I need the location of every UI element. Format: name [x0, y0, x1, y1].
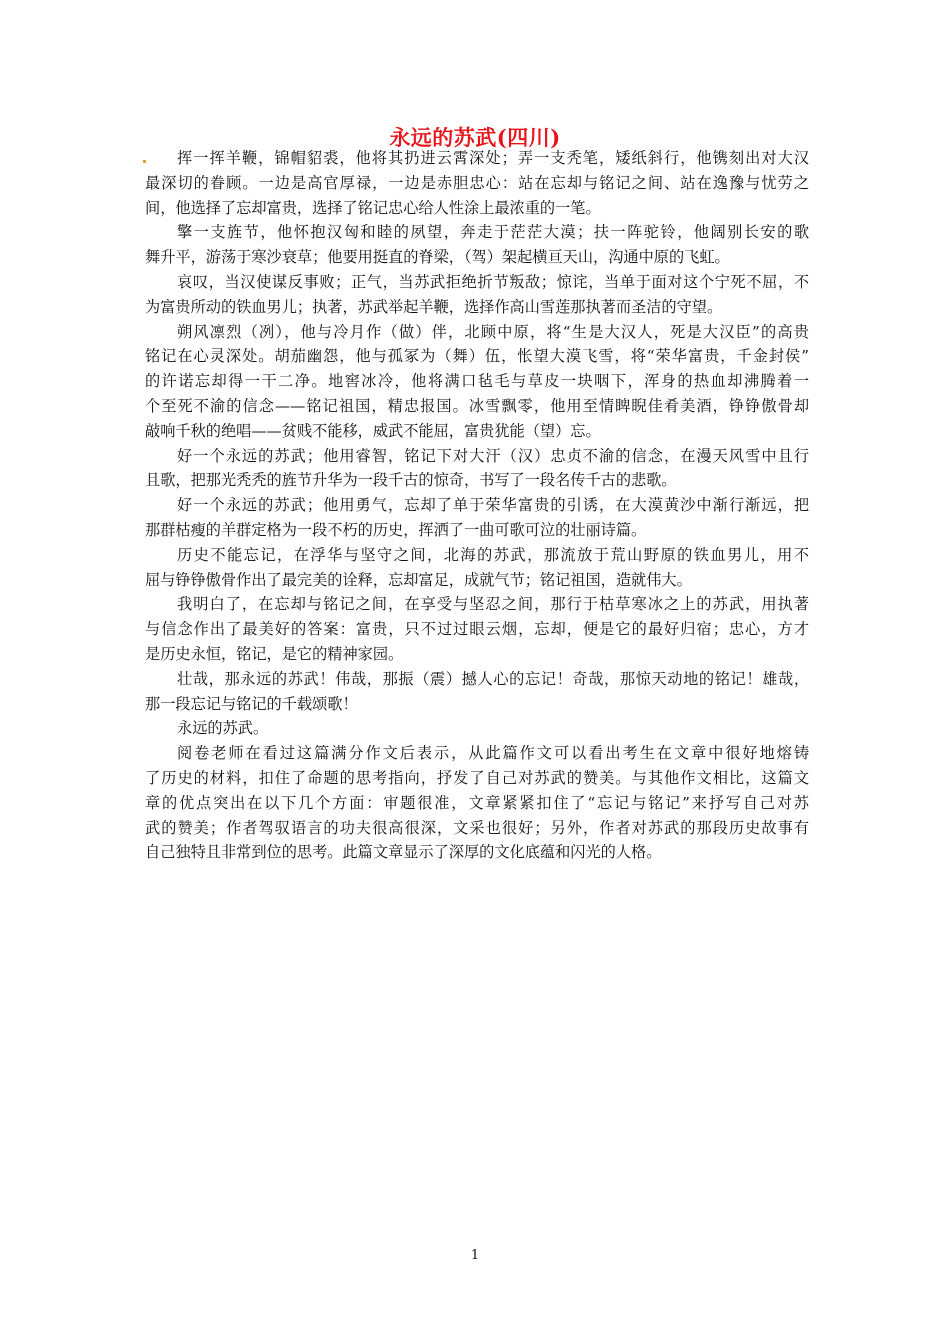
paragraph — [145, 220, 809, 270]
text-line: 最深切的眷顾。一边是高官厚禄，一边是赤胆忠心：站在忘却与铭记之间、站在逸豫与忧劳之 — [145, 173, 809, 192]
paragraph — [145, 270, 809, 320]
text-line: 且歌，把那光秃秃的旌节升华为一段千古的惊奇，书写了一段名传千古的悲歌。 — [145, 471, 677, 490]
text-line: 是历史永恒，铭记，是它的精神家园。 — [145, 644, 404, 663]
paragraph — [145, 146, 809, 220]
text-line: 阅卷老师在看过这篇满分作文后表示，从此篇作文可以看出考生在文章中很好地熔铸 — [177, 744, 809, 763]
paragraph — [145, 741, 809, 865]
paragraph — [145, 444, 809, 494]
paragraph — [145, 493, 809, 543]
text-line: 我明白了，在忘却与铭记之间，在享受与坚忍之间，那行于枯草寒冰之上的苏武，用执著 — [177, 595, 809, 614]
text-line: 那一段忘记与铭记的千载颂歌！ — [145, 694, 358, 713]
text-line: 好一个永远的苏武；他用睿智，铭记下对大汗（汉）忠贞不渝的信念，在漫天风雪中且行 — [177, 446, 809, 465]
text-line: 那群枯瘦的羊群定格为一段不朽的历史，挥洒了一曲可歌可泣的壮丽诗篇。 — [145, 520, 647, 539]
text-line: 挥一挥羊鞭，锦帽貂裘，他将其扔进云霄深处；弄一支秃笔，矮纸斜行，他镌刻出对大汉 — [177, 149, 809, 167]
text-line: 与信念作出了最美好的答案：富贵，只不过过眼云烟，忘却，便是它的最好归宿；忠心，方才 — [145, 620, 809, 639]
text-line: 朔风凛烈（冽），他与冷月作（做）伴，北顾中原，将“生是大汉人，死是大汉臣”的高贵 — [177, 322, 809, 341]
text-line: 擎一支旌节，他怀抱汉匈和睦的夙望，奔走于茫茫大漠；扶一阵驼铃，他阔别长安的歌 — [177, 223, 809, 242]
document-title: 永远的苏武(四川) — [389, 125, 561, 150]
text-line: 壮哉，那永远的苏武！伟哉，那振（震）撼人心的忘记！奇哉，那惊天动地的铭记！雄哉， — [177, 669, 809, 688]
document-body — [145, 146, 809, 865]
text-line: 哀叹，当汉使谋反事败；正气，当苏武拒绝折节叛敌；惊诧，当单于面对这个宁死不屈，不 — [177, 272, 809, 291]
paragraph — [145, 320, 809, 444]
paragraph — [145, 667, 809, 717]
text-line: 章的优点突出在以下几个方面：审题很准，文章紧紧扣住了“忘记与铭记”来抒写自己对苏 — [145, 793, 809, 812]
text-line: 自己独特且非常到位的思考。此篇文章显示了深厚的文化底蕴和闪光的人格。 — [145, 843, 662, 862]
text-line: 永远的苏武。 — [177, 719, 269, 738]
text-line: 好一个永远的苏武；他用勇气，忘却了单于荣华富贵的引诱，在大漠黄沙中渐行渐远，把 — [177, 496, 809, 515]
text-line: 了历史的材料，扣住了命题的思考指向，抒发了自己对苏武的赞美。与其他作文相比，这篇文 — [145, 768, 809, 787]
text-line: 为富贵所动的铁血男儿；执著，苏武举起羊鞭，选择作高山雪莲那执著而圣洁的守望。 — [145, 297, 723, 316]
text-line: 舞升平，游荡于寒沙衰草；他要用挺直的脊梁，（驾）架起横亘天山，沟通中原的飞虹。 — [145, 248, 730, 267]
text-line: 武的赞美；作者驾驭语言的功夫很高很深，文采也很好；另外，作者对苏武的那段历史故事有 — [145, 818, 809, 837]
text-line: 的许诺忘却得一干二净。地窖冰冷，他将满口毡毛与草皮一块咽下，浑身的热血却沸腾着一 — [145, 372, 809, 391]
paragraph — [145, 592, 809, 666]
paragraph — [145, 543, 809, 593]
text-line: 铭记在心灵深处。胡茄幽怨，他与孤冢为（舞）伍，怅望大漠飞雪，将“荣华富贵，千金封侯” — [145, 347, 809, 366]
text-line: 间，他选择了忘却富贵，选择了铭记忠心给人性涂上最浓重的一笔。 — [145, 198, 601, 217]
text-line: 屈与铮铮傲骨作出了最完美的诠释，忘却富足，成就气节；铭记祖国，造就伟大。 — [145, 570, 692, 589]
page-number: 1 — [470, 1248, 480, 1263]
text-line: 个至死不渝的信念——铭记祖国，精忠报国。冰雪飘零，他用至情睥睨佳肴美酒，铮铮傲骨却 — [145, 396, 809, 415]
text-line: 敲响千秋的绝唱——贫贱不能移，威武不能屈，富贵犹能（望）忘。 — [145, 421, 601, 440]
text-line: 历史不能忘记，在浮华与坚守之间，北海的苏武，那流放于荒山野原的铁血男儿，用不 — [177, 545, 809, 564]
paragraph — [145, 716, 809, 741]
